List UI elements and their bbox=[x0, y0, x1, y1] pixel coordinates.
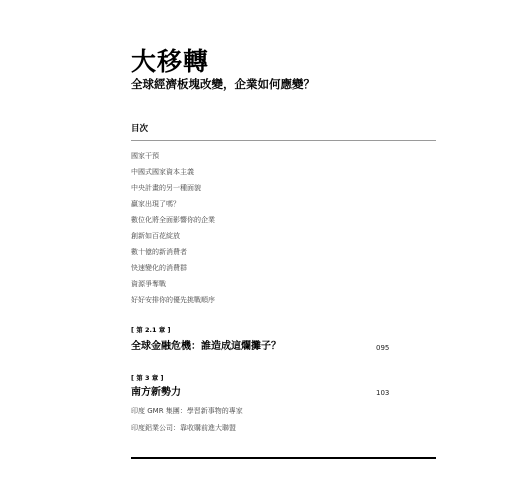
chapter-subsection[interactable]: 印度 GMR 集團：學習新事物的專家 bbox=[131, 407, 243, 415]
book-title: 大移轉 bbox=[131, 47, 210, 76]
chapter-page-number: 103 bbox=[376, 389, 390, 397]
chapter-label: [ 第 2.1 章 ] bbox=[131, 326, 171, 334]
chapter-subsection[interactable]: 印度鋁業公司：靠收購前進大聯盟 bbox=[131, 424, 236, 432]
chapter-page-number: 095 bbox=[376, 344, 390, 352]
toc-divider bbox=[131, 140, 436, 141]
chapter-title[interactable]: 南方新勢力 bbox=[131, 387, 181, 398]
book-subtitle: 全球經濟板塊改變，企業如何應變？ bbox=[131, 77, 315, 91]
toc-item[interactable]: 創新如百花綻放 bbox=[131, 232, 180, 240]
page-bottom-rule bbox=[131, 457, 436, 459]
toc-list bbox=[131, 148, 215, 308]
toc-heading: 目次 bbox=[131, 124, 149, 134]
toc-item[interactable]: 快速變化的消費群 bbox=[131, 264, 187, 272]
toc-item[interactable]: 中央計畫的另一種面貌 bbox=[131, 184, 201, 192]
toc-item[interactable]: 資源爭奪戰 bbox=[131, 280, 166, 288]
toc-item[interactable]: 國家干預 bbox=[131, 152, 159, 160]
toc-item[interactable]: 好好安排你的優先挑戰順序 bbox=[131, 296, 215, 304]
toc-item[interactable]: 中國式國家資本主義 bbox=[131, 168, 194, 176]
toc-item[interactable]: 贏家出現了嗎？ bbox=[131, 200, 180, 208]
chapter-label: [ 第 3 章 ] bbox=[131, 374, 164, 382]
toc-item[interactable]: 數十億的新消費者 bbox=[131, 248, 187, 256]
chapter-title[interactable]: 全球金融危機：誰造成這爛攤子？ bbox=[131, 341, 281, 352]
toc-item[interactable]: 數位化將全面影響你的企業 bbox=[131, 216, 215, 224]
